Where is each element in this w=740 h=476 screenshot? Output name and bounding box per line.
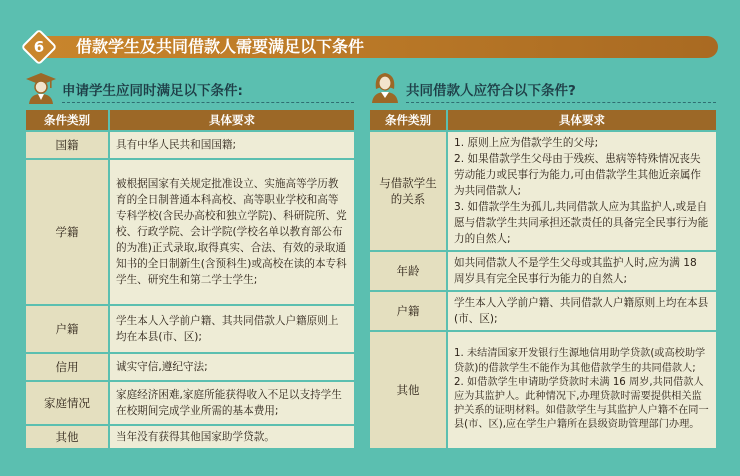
table-row	[370, 252, 716, 290]
woman-icon	[368, 69, 402, 103]
requirement-cell: 如共同借款人不是学生父母或其监护人时,应为满 18 周岁具有完全民事行为能力的自然人;	[448, 252, 716, 290]
table-header-row	[26, 110, 354, 130]
category-cell: 学籍	[26, 160, 108, 304]
category-cell: 与借款学生的关系	[370, 132, 446, 250]
right-title-underline	[406, 102, 716, 103]
requirement-cell: 学生本人入学前户籍、共同借款人户籍原则上均在本县(市、区);	[448, 292, 716, 330]
table-row	[370, 292, 716, 330]
table-row	[26, 426, 354, 448]
column-header-category: 条件类别	[26, 110, 108, 130]
page-title: 借款学生及共同借款人需要满足以下条件	[76, 37, 365, 56]
right-section-title: 共同借款人应符合以下条件?	[406, 83, 576, 99]
requirement-cell: 学生本人入学前户籍、其共同借款人户籍原则上均在本县(市、区);	[110, 306, 354, 352]
category-cell: 其他	[370, 332, 446, 448]
category-cell: 户籍	[26, 306, 108, 352]
table-header-row	[370, 110, 716, 130]
column-header-requirement: 具体要求	[448, 110, 716, 130]
category-cell: 其他	[26, 426, 108, 448]
requirement-cell: 当年没有获得其他国家助学贷款。	[110, 426, 354, 448]
category-cell: 户籍	[370, 292, 446, 330]
column-header-requirement: 具体要求	[110, 110, 354, 130]
category-cell: 国籍	[26, 132, 108, 158]
requirement-cell: 1. 未结清国家开发银行生源地信用助学贷款(或高校助学贷款)的借款学生不能作为其他借款学生的共同借款人; 2. 如借款学生申请助学贷款时未满 16 周岁,共同借款人应为其监护人。此种情况下,办理贷款时需要提供相关监护关系的证明材料。如借款学生与其监护人户籍不在同一县(市、区),应在学生户籍所在县级资助管理部门办理。	[448, 332, 716, 448]
right-conditions-table	[370, 110, 716, 448]
requirement-cell: 被根据国家有关规定批准设立、实施高等学历教育的全日制普通本科高校、高等职业学校和高等专科学校(含民办高校和独立学院)、科研院所、党校、行政学院、会计学院(学校名单以教育部公布的为准)正式录取,取得真实、合法、有效的录取通知书的全日制新生(含预科生)或高校在读的本专科学生、研究生和第二学士学生;	[110, 160, 354, 304]
table-row	[26, 132, 354, 158]
column-header-category: 条件类别	[370, 110, 446, 130]
table-row	[26, 382, 354, 424]
left-title-underline	[62, 102, 354, 103]
table-row	[370, 332, 716, 448]
category-cell: 信用	[26, 354, 108, 380]
left-section-title: 申请学生应同时满足以下条件:	[62, 83, 243, 99]
number-badge-label: 6	[33, 38, 45, 56]
requirement-cell: 具有中华人民共和国国籍;	[110, 132, 354, 158]
table-row	[26, 306, 354, 352]
requirement-cell: 诚实守信,遵纪守法;	[110, 354, 354, 380]
table-row	[370, 132, 716, 250]
category-cell: 年龄	[370, 252, 446, 290]
left-conditions-table	[26, 110, 354, 448]
requirement-cell: 家庭经济困难,家庭所能获得收入不足以支持学生在校期间完成学业所需的基本费用;	[110, 382, 354, 424]
graduate-student-icon	[24, 70, 58, 104]
category-cell: 家庭情况	[26, 382, 108, 424]
table-row	[26, 160, 354, 304]
table-row	[26, 354, 354, 380]
requirement-cell: 1. 原则上应为借款学生的父母; 2. 如果借款学生父母由于残疾、患病等特殊情况丧失劳动能力或民事行为能力,可由借款学生其他近亲属作为共同借款人; 3. 如借款学生为孤儿,共同借款人应为其监护人,或是自愿与借款学生共同承担还款责任的具备完全民事行为能力的自然人;	[448, 132, 716, 250]
